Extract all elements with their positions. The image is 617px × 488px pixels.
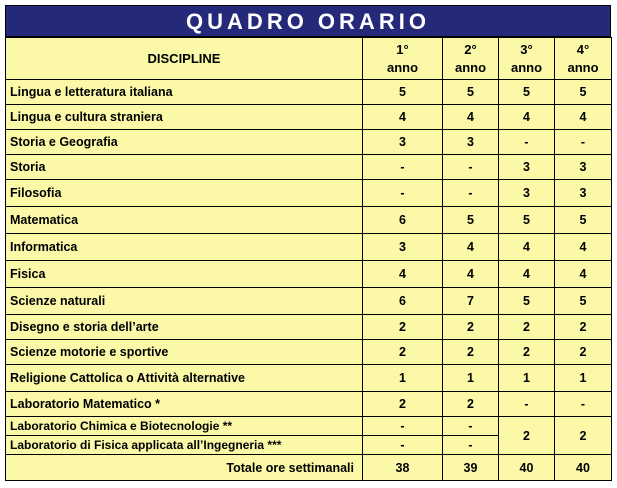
- hours-cell: 4: [443, 261, 499, 288]
- page-title: QUADRO ORARIO: [5, 5, 611, 37]
- table-row: [6, 340, 612, 365]
- year-ordinal: 1°: [396, 41, 409, 57]
- hours-cell: -: [555, 392, 612, 417]
- subject-cell: Filosofia: [6, 180, 363, 207]
- subject-cell: Disegno e storia dell’arte: [6, 315, 363, 340]
- hours-cell: -: [499, 392, 555, 417]
- hours-cell: -: [363, 436, 443, 455]
- table-row: [6, 365, 612, 392]
- hours-cell: 4: [555, 234, 612, 261]
- hours-cell: 2: [555, 340, 612, 365]
- hours-cell: 3: [443, 130, 499, 155]
- header-discipline: DISCIPLINE: [6, 38, 363, 80]
- year-label: anno: [454, 59, 487, 75]
- table-row: [6, 80, 612, 105]
- hours-cell: 1: [555, 365, 612, 392]
- hours-cell: 4: [499, 234, 555, 261]
- header-year-3: [499, 38, 555, 80]
- hours-cell: 3: [363, 234, 443, 261]
- hours-cell: 4: [555, 105, 612, 130]
- hours-cell: 3: [555, 180, 612, 207]
- year-ordinal: 4°: [576, 41, 590, 57]
- table-row: [6, 105, 612, 130]
- hours-cell: 5: [555, 80, 612, 105]
- hours-cell: 1: [499, 365, 555, 392]
- hours-cell: 2: [443, 315, 499, 340]
- hours-cell: 3: [499, 180, 555, 207]
- year-ordinal: 2°: [464, 41, 477, 57]
- timetable-sheet: [5, 5, 611, 481]
- year-label: anno: [567, 59, 599, 75]
- hours-cell: 5: [499, 288, 555, 315]
- hours-cell: 2: [363, 315, 443, 340]
- hours-cell: 4: [499, 261, 555, 288]
- hours-cell: 4: [443, 234, 499, 261]
- table-row: [6, 392, 612, 417]
- table-row: [6, 234, 612, 261]
- subject-cell: Storia: [6, 155, 363, 180]
- hours-cell: 2: [499, 340, 555, 365]
- hours-cell: 1: [363, 365, 443, 392]
- hours-cell: -: [443, 436, 499, 455]
- hours-cell: -: [443, 417, 499, 436]
- hours-cell: -: [443, 180, 499, 207]
- hours-cell: 4: [363, 105, 443, 130]
- hours-cell: 4: [443, 105, 499, 130]
- hours-cell: 2: [555, 315, 612, 340]
- subject-cell: Laboratorio Chimica e Biotecnologie **: [6, 417, 363, 436]
- hours-cell: -: [363, 180, 443, 207]
- totals-row: [6, 455, 612, 481]
- hours-cell: -: [443, 155, 499, 180]
- hours-cell: 5: [499, 80, 555, 105]
- hours-cell: 5: [555, 288, 612, 315]
- total-cell: 38: [363, 455, 443, 481]
- hours-cell: 2: [443, 392, 499, 417]
- total-cell: 39: [443, 455, 499, 481]
- hours-cell: 5: [499, 207, 555, 234]
- hours-cell: -: [499, 130, 555, 155]
- hours-cell: 7: [443, 288, 499, 315]
- subject-cell: Scienze naturali: [6, 288, 363, 315]
- hours-cell: 4: [363, 261, 443, 288]
- hours-cell: 5: [443, 207, 499, 234]
- total-cell: 40: [499, 455, 555, 481]
- subject-cell: Lingua e cultura straniera: [6, 105, 363, 130]
- table-row: [6, 155, 612, 180]
- hours-cell: 3: [555, 155, 612, 180]
- subject-cell: Laboratorio Matematico *: [6, 392, 363, 417]
- subject-cell: Fisica: [6, 261, 363, 288]
- hours-cell: -: [363, 417, 443, 436]
- hours-cell: -: [363, 155, 443, 180]
- hours-cell: 2: [363, 392, 443, 417]
- hours-cell: 4: [555, 261, 612, 288]
- hours-cell: -: [555, 130, 612, 155]
- subject-cell: Informatica: [6, 234, 363, 261]
- subject-cell: Storia e Geografia: [6, 130, 363, 155]
- hours-cell: 5: [443, 80, 499, 105]
- merged-hours-cell-year-4: 2: [555, 417, 612, 455]
- table-row: [6, 207, 612, 234]
- table-row: [6, 130, 612, 155]
- subject-cell: Scienze motorie e sportive: [6, 340, 363, 365]
- hours-cell: 5: [555, 207, 612, 234]
- hours-cell: 6: [363, 207, 443, 234]
- table-row-lab-chimica: [6, 417, 612, 436]
- header-year-2: [443, 38, 499, 80]
- hours-cell: 2: [443, 340, 499, 365]
- hours-cell: 6: [363, 288, 443, 315]
- hours-cell: 3: [363, 130, 443, 155]
- header-row: [6, 38, 612, 80]
- total-cell: 40: [555, 455, 612, 481]
- totals-label: Totale ore settimanali: [6, 455, 363, 481]
- table-row: [6, 288, 612, 315]
- year-ordinal: 3°: [520, 41, 533, 57]
- table-row: [6, 315, 612, 340]
- subject-cell: Laboratorio di Fisica applicata all’Ingegneria ***: [6, 436, 363, 455]
- hours-cell: 2: [363, 340, 443, 365]
- hours-cell: 4: [499, 105, 555, 130]
- header-year-1: [363, 38, 443, 80]
- table-row: [6, 180, 612, 207]
- hours-cell: 2: [499, 315, 555, 340]
- header-year-4: [555, 38, 612, 80]
- year-label: anno: [386, 59, 419, 75]
- subject-cell: Matematica: [6, 207, 363, 234]
- hours-cell: 5: [363, 80, 443, 105]
- subject-cell: Religione Cattolica o Attività alternative: [6, 365, 363, 392]
- subject-cell: Lingua e letteratura italiana: [6, 80, 363, 105]
- hours-cell: 1: [443, 365, 499, 392]
- timetable-table: [5, 37, 612, 481]
- table-row: [6, 261, 612, 288]
- merged-hours-cell-year-3: 2: [499, 417, 555, 455]
- year-label: anno: [510, 59, 543, 75]
- hours-cell: 3: [499, 155, 555, 180]
